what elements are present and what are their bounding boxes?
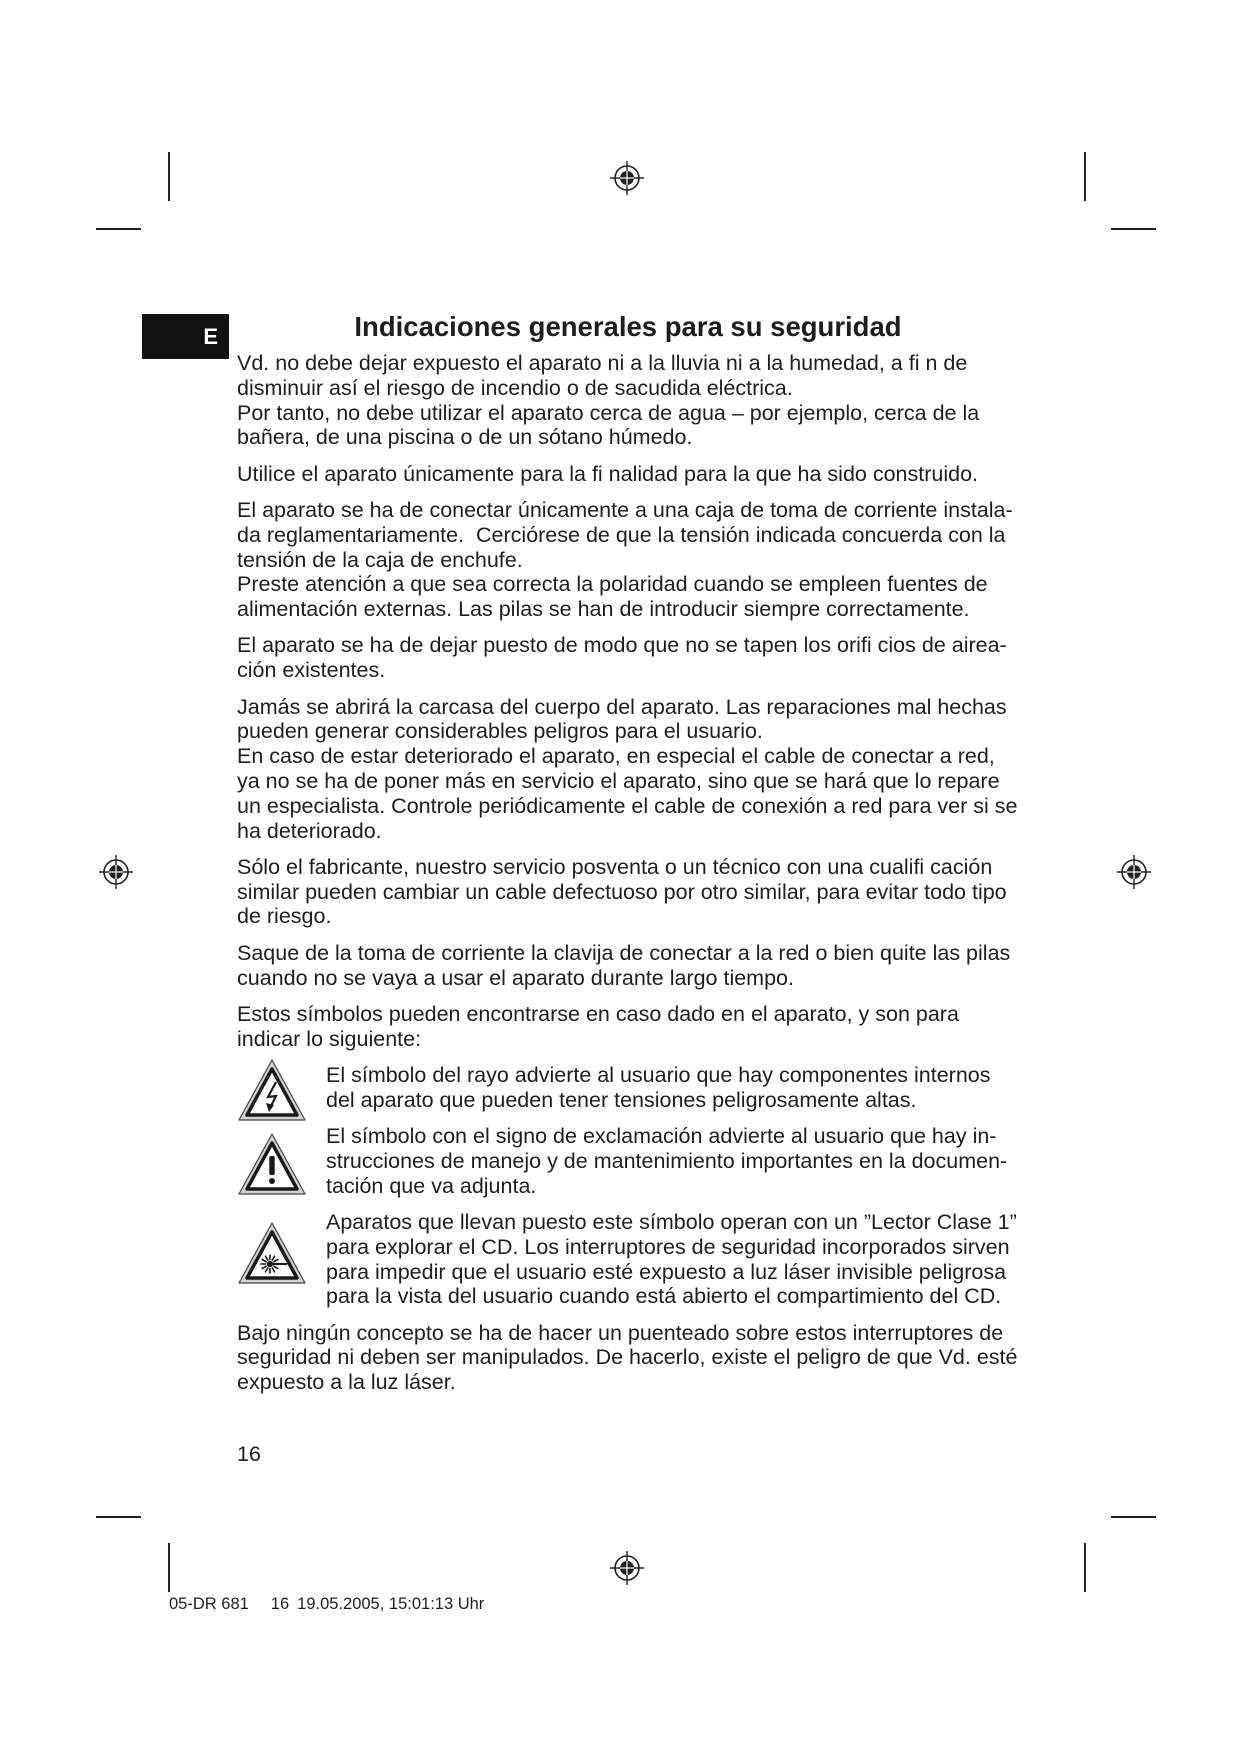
text-line: bañera, de una piscina o de un sótano húmedo. bbox=[237, 425, 693, 450]
print-slug bbox=[169, 1594, 484, 1614]
paragraph bbox=[237, 351, 1117, 450]
crop-mark bbox=[96, 228, 141, 230]
slug-job: 05-DR 681 bbox=[169, 1595, 249, 1613]
slug-timestamp: 19.05.2005, 15:01:13 Uhr bbox=[297, 1595, 485, 1613]
text-line: similar pueden cambiar un cable defectuoso por otro similar, para evitar todo tipo bbox=[237, 879, 1007, 904]
text-line: tación que va adjunta. bbox=[326, 1173, 537, 1198]
text-line: El aparato se ha de conectar únicamente a una caja de toma de corriente instala- bbox=[237, 497, 1013, 522]
text-line: Jamás se abrirá la carcasa del cuerpo del aparato. Las reparaciones mal hechas bbox=[237, 694, 1007, 719]
text-line: Utilice el aparato únicamente para la fi nalidad para la que ha sido construido. bbox=[237, 461, 979, 486]
symbol-explanation-lightning bbox=[237, 1063, 1117, 1113]
text-line: alimentación externas. Las pilas se han de introducir siempre correctamente. bbox=[237, 597, 970, 622]
crop-mark bbox=[1084, 1543, 1086, 1592]
text-line: expuesto a la luz láser. bbox=[237, 1370, 456, 1395]
text-line: El símbolo con el signo de exclamación advierte al usuario que hay in- bbox=[326, 1124, 997, 1149]
crop-mark bbox=[1084, 152, 1086, 201]
paragraph bbox=[237, 498, 1117, 622]
page-number: 16 bbox=[237, 1442, 261, 1466]
crop-mark bbox=[1111, 1516, 1156, 1518]
text-line: indicar lo siguiente: bbox=[237, 1026, 422, 1051]
text-line: ha deteriorado. bbox=[237, 818, 382, 843]
registration-mark-icon bbox=[609, 160, 645, 196]
text-line: para explorar el CD. Los interruptores de seguridad incorporados sirven bbox=[326, 1234, 1010, 1259]
text-line: El símbolo del rayo advierte al usuario que hay componentes internos bbox=[326, 1062, 991, 1087]
slug-page: 16 bbox=[270, 1595, 290, 1613]
paragraph bbox=[237, 1002, 1117, 1052]
crop-mark bbox=[1111, 228, 1156, 230]
text-line: Preste atención a que sea correcta la polaridad cuando se empleen fuentes de bbox=[237, 572, 988, 597]
registration-mark-icon bbox=[1116, 854, 1152, 890]
text-line: Por tanto, no debe utilizar el aparato cerca de agua – por ejemplo, cerca de la bbox=[237, 400, 980, 425]
text-line: ya no se ha de poner más en servicio el aparato, sino que se hará que lo repare bbox=[237, 768, 1000, 793]
paragraph bbox=[237, 462, 1117, 487]
text-line: Bajo ningún concepto se ha de hacer un puenteado sobre estos interruptores de bbox=[237, 1320, 1004, 1345]
exclamation-warning-icon bbox=[237, 1132, 307, 1196]
paragraph bbox=[237, 633, 1117, 683]
text-line: Estos símbolos pueden encontrarse en caso dado en el aparato, y son para bbox=[237, 1001, 959, 1026]
language-tab-letter: E bbox=[203, 324, 218, 349]
text-line: da reglamentariamente. Cerciórese de que la tensión indicada concuerda con la bbox=[237, 522, 1006, 547]
text-line: seguridad ni deben ser manipulados. De hacerlo, existe el peligro de que Vd. esté bbox=[237, 1345, 1018, 1370]
text-line: cuando no se vaya a usar el aparato durante largo tiempo. bbox=[237, 965, 794, 990]
text-line: ción existentes. bbox=[237, 658, 386, 683]
language-tab bbox=[142, 314, 229, 359]
crop-mark bbox=[168, 1543, 170, 1592]
symbol-explanation-exclamation bbox=[237, 1124, 1117, 1198]
paragraph bbox=[237, 941, 1117, 991]
symbol-explanation-laser bbox=[237, 1210, 1117, 1309]
text-line: para la vista del usuario cuando está abierto el compartimiento del CD. bbox=[326, 1284, 1002, 1309]
text-line: Saque de la toma de corriente la clavija de conectar a la red o bien quite las pilas bbox=[237, 940, 1011, 965]
text-line: un especialista. Controle periódicamente el cable de conexión a red para ver si se bbox=[237, 793, 1018, 818]
body-text bbox=[237, 351, 1117, 1406]
text-line: strucciones de manejo y de mantenimiento importantes en la documen- bbox=[326, 1148, 1008, 1173]
text-line: pueden generar considerables peligros para el usuario. bbox=[237, 719, 763, 744]
text-line: disminuir así el riesgo de incendio o de sacudida eléctrica. bbox=[237, 375, 793, 400]
text-line: tensión de la caja de enchufe. bbox=[237, 547, 523, 572]
text-line: En caso de estar deteriorado el aparato, en especial el cable de conectar a red, bbox=[237, 744, 995, 769]
text-line: Sólo el fabricante, nuestro servicio posventa o un técnico con una cualifi cación bbox=[237, 854, 993, 879]
text-line: de riesgo. bbox=[237, 904, 332, 929]
text-line: Vd. no debe dejar expuesto el aparato ni a la lluvia ni a la humedad, a fi n de bbox=[237, 351, 968, 375]
paragraph bbox=[237, 695, 1117, 844]
paragraph bbox=[237, 855, 1117, 929]
crop-mark bbox=[96, 1516, 141, 1518]
laser-warning-icon bbox=[237, 1221, 307, 1285]
text-line: Aparatos que llevan puesto este símbolo operan con un ”Lector Clase 1” bbox=[326, 1209, 1017, 1234]
crop-mark bbox=[168, 152, 170, 201]
closing-paragraph bbox=[237, 1321, 1117, 1395]
lightning-warning-icon bbox=[237, 1058, 307, 1122]
text-line: El aparato se ha de dejar puesto de modo que no se tapen los orifi cios de airea- bbox=[237, 633, 1007, 658]
registration-mark-icon bbox=[609, 1550, 645, 1586]
registration-mark-icon bbox=[98, 854, 134, 890]
text-line: para impedir que el usuario esté expuesto a luz láser invisible peligrosa bbox=[326, 1259, 1007, 1284]
page-title: Indicaciones generales para su seguridad bbox=[354, 311, 902, 342]
text-line: del aparato que pueden tener tensiones peligrosamente altas. bbox=[326, 1087, 917, 1112]
